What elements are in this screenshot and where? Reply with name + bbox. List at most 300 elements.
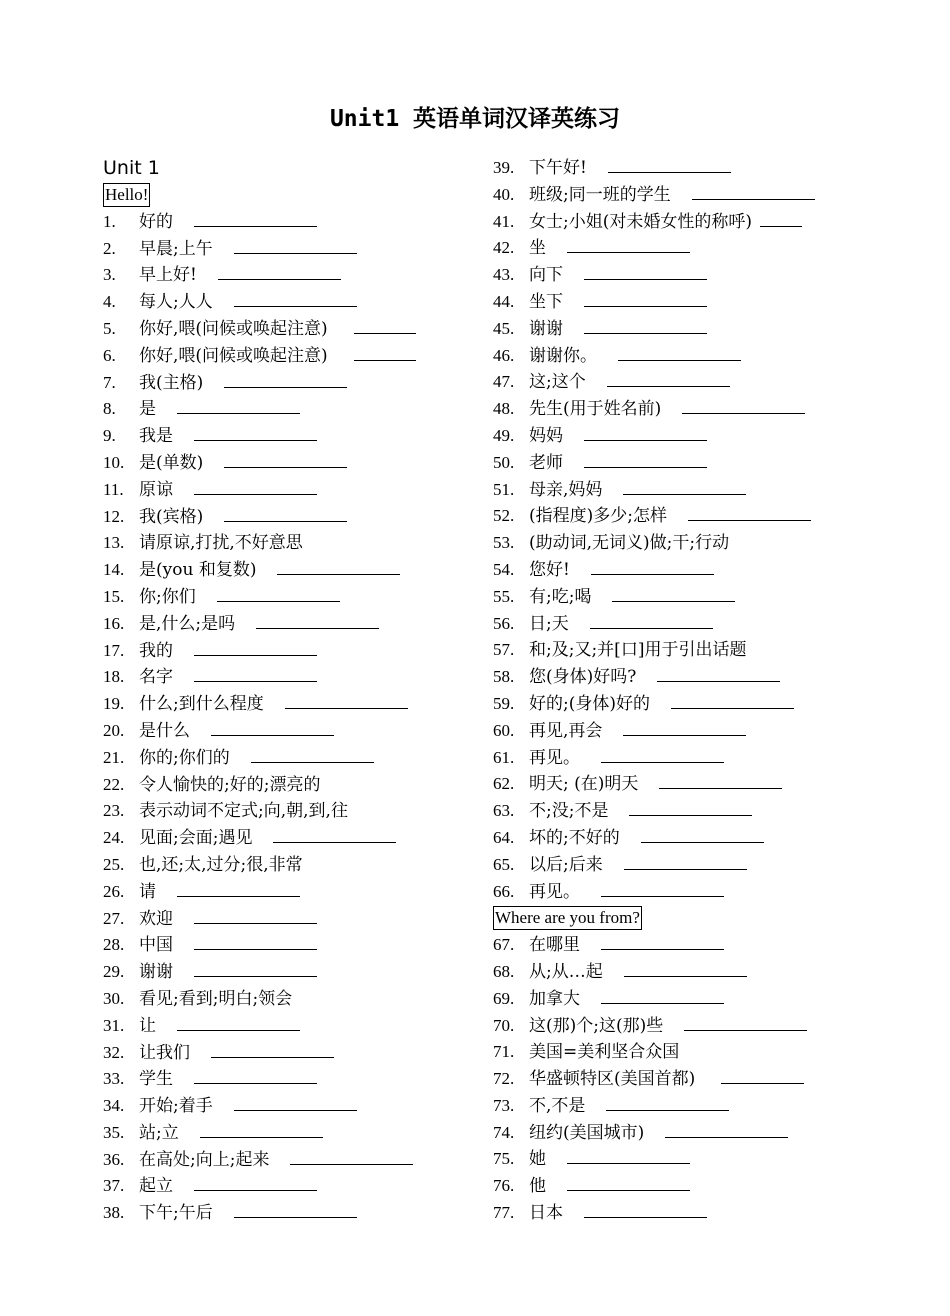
list-item bbox=[493, 209, 853, 236]
item-number: 46. bbox=[493, 345, 515, 365]
item-chinese-text: 什么;到什么程度 bbox=[139, 694, 264, 715]
list-item bbox=[493, 825, 853, 852]
list-item bbox=[103, 1093, 475, 1120]
list-item bbox=[493, 450, 853, 477]
item-chinese-text: 你好,喂(问候或唤起注意) bbox=[139, 345, 328, 366]
answer-blank[interactable] bbox=[354, 317, 416, 334]
item-chinese-text: 是(you 和复数) bbox=[139, 560, 257, 581]
answer-blank[interactable] bbox=[177, 880, 300, 897]
list-item bbox=[103, 611, 475, 638]
item-number: 40. bbox=[493, 184, 515, 204]
item-chinese-text: 坐 bbox=[529, 238, 546, 259]
list-item bbox=[493, 852, 853, 879]
answer-blank[interactable] bbox=[591, 558, 714, 575]
item-chinese-text: 是什么 bbox=[139, 720, 190, 741]
list-item bbox=[493, 316, 853, 343]
item-number: 31. bbox=[103, 1015, 125, 1035]
item-chinese-text: 我(宾格) bbox=[139, 506, 204, 527]
list-item bbox=[103, 852, 475, 879]
list-item bbox=[103, 906, 475, 933]
item-number: 22. bbox=[103, 774, 125, 794]
section-row bbox=[103, 182, 475, 209]
item-number: 72. bbox=[493, 1069, 515, 1089]
answer-blank[interactable] bbox=[211, 719, 334, 736]
item-number: 26. bbox=[103, 881, 125, 901]
answer-blank[interactable] bbox=[721, 1067, 804, 1084]
list-item bbox=[103, 932, 475, 959]
answer-blank[interactable] bbox=[290, 1148, 413, 1165]
answer-blank[interactable] bbox=[584, 290, 707, 307]
answer-blank[interactable] bbox=[194, 424, 317, 441]
list-item bbox=[103, 664, 475, 691]
item-number: 16. bbox=[103, 613, 125, 633]
answer-blank[interactable] bbox=[629, 799, 752, 816]
answer-blank[interactable] bbox=[251, 746, 374, 763]
list-item bbox=[103, 825, 475, 852]
answer-blank[interactable] bbox=[671, 692, 794, 709]
list-item bbox=[493, 530, 853, 557]
answer-blank[interactable] bbox=[194, 907, 317, 924]
answer-blank[interactable] bbox=[760, 210, 802, 227]
list-item bbox=[103, 370, 475, 397]
item-chinese-text: 是(单数) bbox=[139, 452, 204, 473]
answer-blank[interactable] bbox=[273, 826, 396, 843]
item-number: 69. bbox=[493, 988, 515, 1008]
item-chinese-text: 站;立 bbox=[139, 1122, 179, 1143]
item-number: 27. bbox=[103, 908, 125, 928]
answer-blank[interactable] bbox=[285, 692, 408, 709]
answer-blank[interactable] bbox=[688, 504, 811, 521]
list-item bbox=[493, 1013, 853, 1040]
item-number: 24. bbox=[103, 828, 125, 848]
answer-blank[interactable] bbox=[194, 1067, 317, 1084]
item-number: 47. bbox=[493, 372, 515, 392]
answer-blank[interactable] bbox=[624, 960, 747, 977]
item-chinese-text: 中国 bbox=[139, 935, 173, 956]
item-chinese-text: 在高处;向上;起来 bbox=[139, 1149, 270, 1170]
list-item bbox=[103, 236, 475, 263]
list-item bbox=[493, 718, 853, 745]
item-number: 25. bbox=[103, 854, 125, 874]
item-chinese-text: 先生(用于姓名前) bbox=[529, 399, 662, 420]
list-item bbox=[103, 343, 475, 370]
list-item bbox=[493, 611, 853, 638]
item-number: 38. bbox=[103, 1203, 125, 1223]
item-number: 30. bbox=[103, 988, 125, 1008]
item-number: 7. bbox=[103, 372, 116, 392]
answer-blank[interactable] bbox=[224, 451, 347, 468]
answer-blank[interactable] bbox=[354, 344, 416, 361]
section-row bbox=[493, 905, 853, 932]
item-number: 75. bbox=[493, 1149, 515, 1169]
item-number: 12. bbox=[103, 506, 125, 526]
item-number: 50. bbox=[493, 452, 515, 472]
item-chinese-text: 以后;后来 bbox=[529, 854, 603, 875]
list-item bbox=[103, 798, 475, 825]
item-chinese-text: 老师 bbox=[529, 452, 563, 473]
list-item bbox=[493, 262, 853, 289]
answer-blank[interactable] bbox=[606, 1094, 729, 1111]
item-chinese-text: 你;你们 bbox=[139, 586, 196, 607]
answer-blank[interactable] bbox=[584, 424, 707, 441]
item-number: 60. bbox=[493, 720, 515, 740]
list-item bbox=[103, 423, 475, 450]
item-number: 65. bbox=[493, 854, 515, 874]
item-chinese-text: 欢迎 bbox=[139, 908, 173, 929]
answer-blank[interactable] bbox=[692, 183, 815, 200]
item-number: 57. bbox=[493, 640, 515, 660]
right-column bbox=[493, 155, 853, 1227]
answer-blank[interactable] bbox=[623, 478, 746, 495]
list-item bbox=[103, 262, 475, 289]
list-item bbox=[493, 503, 853, 530]
item-chinese-text: 我是 bbox=[139, 426, 173, 447]
answer-blank[interactable] bbox=[177, 1014, 300, 1031]
item-chinese-text: 谢谢 bbox=[529, 318, 563, 339]
item-chinese-text: 您好! bbox=[529, 559, 570, 580]
list-item bbox=[103, 396, 475, 423]
item-number: 74. bbox=[493, 1122, 515, 1142]
list-item bbox=[103, 638, 475, 665]
item-chinese-text: 明天; (在)明天 bbox=[529, 774, 639, 795]
item-number: 11. bbox=[103, 479, 124, 499]
list-item bbox=[493, 959, 853, 986]
item-number: 36. bbox=[103, 1149, 125, 1169]
list-item bbox=[103, 772, 475, 799]
item-number: 4. bbox=[103, 292, 116, 312]
list-item bbox=[493, 235, 853, 262]
list-item bbox=[103, 289, 475, 316]
answer-blank[interactable] bbox=[194, 665, 317, 682]
item-chinese-text: 令人愉快的;好的;漂亮的 bbox=[139, 774, 321, 795]
item-chinese-text: 请原谅,打扰,不好意思 bbox=[139, 533, 303, 554]
item-chinese-text: 谢谢 bbox=[139, 962, 173, 983]
item-number: 77. bbox=[493, 1203, 515, 1223]
item-chinese-text: 日;天 bbox=[529, 613, 569, 634]
list-item bbox=[493, 771, 853, 798]
list-item bbox=[493, 745, 853, 772]
item-number: 18. bbox=[103, 667, 125, 687]
item-number: 13. bbox=[103, 533, 125, 553]
list-item bbox=[103, 1066, 475, 1093]
list-item bbox=[493, 691, 853, 718]
list-item bbox=[493, 664, 853, 691]
answer-blank[interactable] bbox=[623, 719, 746, 736]
item-chinese-text: 请 bbox=[139, 881, 156, 902]
answer-blank[interactable] bbox=[624, 853, 747, 870]
unit-heading: Unit 1 bbox=[103, 157, 160, 179]
item-chinese-text: 在哪里 bbox=[529, 935, 580, 956]
item-number: 37. bbox=[103, 1176, 125, 1196]
answer-blank[interactable] bbox=[234, 237, 357, 254]
answer-blank[interactable] bbox=[256, 612, 379, 629]
item-number: 17. bbox=[103, 640, 125, 660]
answer-blank[interactable] bbox=[177, 397, 300, 414]
list-item bbox=[493, 986, 853, 1013]
item-number: 19. bbox=[103, 694, 125, 714]
item-chinese-text: 名字 bbox=[139, 667, 173, 688]
item-number: 35. bbox=[103, 1122, 125, 1142]
answer-blank[interactable] bbox=[224, 505, 347, 522]
item-chinese-text: 您(身体)好吗? bbox=[529, 667, 637, 688]
list-item bbox=[493, 1200, 853, 1227]
item-chinese-text: 让我们 bbox=[139, 1042, 190, 1063]
item-chinese-text: 向下 bbox=[529, 265, 563, 286]
answer-blank[interactable] bbox=[194, 960, 317, 977]
list-item bbox=[103, 316, 475, 343]
item-number: 59. bbox=[493, 693, 515, 713]
item-number: 8. bbox=[103, 399, 116, 419]
item-chinese-text: 和;及;又;并[口]用于引出话题 bbox=[529, 640, 747, 661]
item-number: 43. bbox=[493, 265, 515, 285]
item-number: 61. bbox=[493, 747, 515, 767]
list-item bbox=[493, 369, 853, 396]
answer-blank[interactable] bbox=[601, 987, 724, 1004]
answer-blank[interactable] bbox=[200, 1121, 323, 1138]
list-item bbox=[493, 932, 853, 959]
answer-blank[interactable] bbox=[584, 317, 707, 334]
list-item bbox=[493, 1093, 853, 1120]
answer-blank[interactable] bbox=[194, 478, 317, 495]
item-chinese-text: 早上好! bbox=[139, 265, 197, 286]
answer-blank[interactable] bbox=[567, 1147, 690, 1164]
item-chinese-text: 坏的;不好的 bbox=[529, 827, 620, 848]
list-item bbox=[103, 879, 475, 906]
item-number: 71. bbox=[493, 1042, 515, 1062]
answer-blank[interactable] bbox=[665, 1121, 788, 1138]
list-item bbox=[493, 289, 853, 316]
item-chinese-text: 班级;同一班的学生 bbox=[529, 184, 671, 205]
answer-blank[interactable] bbox=[194, 639, 317, 656]
answer-blank[interactable] bbox=[659, 772, 782, 789]
answer-blank[interactable] bbox=[601, 746, 724, 763]
list-item bbox=[493, 423, 853, 450]
item-number: 41. bbox=[493, 211, 515, 231]
item-number: 73. bbox=[493, 1095, 515, 1115]
answer-blank[interactable] bbox=[584, 263, 707, 280]
list-item bbox=[103, 584, 475, 611]
list-item bbox=[493, 798, 853, 825]
answer-blank[interactable] bbox=[234, 290, 357, 307]
item-number: 63. bbox=[493, 801, 515, 821]
list-item bbox=[103, 1200, 475, 1227]
item-chinese-text: 她 bbox=[529, 1149, 546, 1170]
item-chinese-text: 是,什么;是吗 bbox=[139, 613, 236, 634]
item-chinese-text: 是 bbox=[139, 399, 156, 420]
item-number: 76. bbox=[493, 1176, 515, 1196]
answer-blank[interactable] bbox=[641, 826, 764, 843]
page-title: Unit1 英语单词汉译英练习 bbox=[329, 106, 621, 132]
list-item bbox=[493, 1039, 853, 1066]
item-number: 52. bbox=[493, 506, 515, 526]
list-item bbox=[493, 396, 853, 423]
item-number: 62. bbox=[493, 774, 515, 794]
answer-blank[interactable] bbox=[217, 585, 340, 602]
answer-blank[interactable] bbox=[234, 1201, 357, 1218]
item-number: 39. bbox=[493, 158, 515, 177]
list-item bbox=[493, 1120, 853, 1147]
item-chinese-text: 不,不是 bbox=[529, 1095, 586, 1116]
item-number: 5. bbox=[103, 318, 116, 338]
list-item bbox=[103, 1173, 475, 1200]
answer-blank[interactable] bbox=[224, 371, 347, 388]
item-number: 9. bbox=[103, 426, 116, 446]
answer-blank[interactable] bbox=[607, 370, 730, 387]
answer-blank[interactable] bbox=[612, 585, 735, 602]
item-number: 49. bbox=[493, 425, 515, 445]
item-number: 67. bbox=[493, 935, 515, 955]
item-number: 70. bbox=[493, 1015, 515, 1035]
item-chinese-text: 华盛顿特区(美国首都) bbox=[529, 1069, 696, 1090]
answer-blank[interactable] bbox=[584, 1201, 707, 1218]
item-chinese-text: 有;吃;喝 bbox=[529, 586, 592, 607]
answer-blank[interactable] bbox=[601, 880, 724, 897]
answer-blank[interactable] bbox=[567, 1174, 690, 1191]
item-number: 3. bbox=[103, 265, 116, 285]
list-item bbox=[103, 504, 475, 531]
item-chinese-text: 起立 bbox=[139, 1176, 173, 1197]
item-chinese-text: 学生 bbox=[139, 1069, 173, 1090]
item-chinese-text: 看见;看到;明白;领会 bbox=[139, 988, 293, 1009]
list-item bbox=[103, 959, 475, 986]
item-number: 54. bbox=[493, 559, 515, 579]
list-item bbox=[103, 718, 475, 745]
item-chinese-text: 他 bbox=[529, 1176, 546, 1197]
item-chinese-text: 纽约(美国城市) bbox=[529, 1122, 645, 1143]
list-item bbox=[103, 1147, 475, 1174]
list-item bbox=[493, 182, 853, 209]
item-number: 28. bbox=[103, 935, 125, 955]
item-number: 34. bbox=[103, 1096, 125, 1116]
item-chinese-text: (助动词,无词义)做;干;行动 bbox=[529, 533, 730, 554]
item-chinese-text: (指程度)多少;怎样 bbox=[529, 506, 667, 527]
item-chinese-text: 我的 bbox=[139, 640, 173, 661]
list-item bbox=[493, 343, 853, 370]
item-chinese-text: 你的;你们的 bbox=[139, 747, 230, 768]
item-chinese-text: 坐下 bbox=[529, 291, 563, 312]
item-number: 45. bbox=[493, 318, 515, 338]
list-item bbox=[103, 450, 475, 477]
item-chinese-text: 谢谢你。 bbox=[529, 345, 597, 366]
item-chinese-text: 下午;午后 bbox=[139, 1203, 213, 1224]
item-chinese-text: 这(那)个;这(那)些 bbox=[529, 1015, 664, 1036]
item-number: 53. bbox=[493, 533, 515, 553]
answer-blank[interactable] bbox=[234, 1094, 357, 1111]
item-number: 66. bbox=[493, 881, 515, 901]
item-number: 42. bbox=[493, 238, 515, 258]
item-chinese-text: 妈妈 bbox=[529, 425, 563, 446]
item-chinese-text: 好的 bbox=[139, 211, 173, 232]
item-chinese-text: 每人;人人 bbox=[139, 292, 213, 313]
left-column bbox=[103, 155, 475, 1227]
item-chinese-text: 加拿大 bbox=[529, 988, 580, 1009]
vocab-list-right-top bbox=[493, 155, 853, 905]
answer-blank[interactable] bbox=[590, 612, 713, 629]
list-item bbox=[493, 584, 853, 611]
answer-blank[interactable] bbox=[682, 397, 805, 414]
answer-blank[interactable] bbox=[194, 933, 317, 950]
item-number: 32. bbox=[103, 1042, 125, 1062]
item-number: 10. bbox=[103, 452, 125, 472]
item-number: 15. bbox=[103, 586, 125, 606]
list-item bbox=[493, 557, 853, 584]
answer-blank[interactable] bbox=[277, 558, 400, 575]
item-chinese-text: 见面;会面;遇见 bbox=[139, 828, 253, 849]
answer-blank[interactable] bbox=[601, 933, 724, 950]
item-chinese-text: 这;这个 bbox=[529, 372, 586, 393]
list-item bbox=[103, 745, 475, 772]
item-number: 51. bbox=[493, 479, 515, 499]
answer-blank[interactable] bbox=[567, 236, 690, 253]
list-item bbox=[493, 1066, 853, 1093]
answer-blank[interactable] bbox=[684, 1014, 807, 1031]
list-item bbox=[103, 1040, 475, 1067]
item-chinese-text: 让 bbox=[139, 1015, 156, 1036]
list-item bbox=[103, 477, 475, 504]
item-number: 20. bbox=[103, 720, 125, 740]
section-heading-where-are-you-from: Where are you from? bbox=[493, 906, 642, 930]
item-number: 14. bbox=[103, 560, 125, 580]
answer-blank[interactable] bbox=[218, 263, 341, 280]
list-item bbox=[103, 1013, 475, 1040]
item-chinese-text: 原谅 bbox=[139, 479, 173, 500]
item-chinese-text: 从;从…起 bbox=[529, 961, 603, 982]
item-chinese-text: 开始;着手 bbox=[139, 1096, 213, 1117]
item-chinese-text: 早晨;上午 bbox=[139, 238, 213, 259]
item-number: 33. bbox=[103, 1069, 125, 1089]
answer-blank[interactable] bbox=[657, 665, 780, 682]
item-chinese-text: 美国=美利坚合众国 bbox=[529, 1042, 680, 1063]
item-chinese-text: 不;没;不是 bbox=[529, 801, 609, 822]
item-chinese-text: 再见。 bbox=[529, 881, 580, 902]
list-item bbox=[493, 637, 853, 664]
item-chinese-text: 女士;小姐(对未婚女性的称呼) bbox=[529, 211, 752, 232]
item-number: 55. bbox=[493, 586, 515, 606]
answer-blank[interactable] bbox=[211, 1041, 334, 1058]
answer-blank[interactable] bbox=[584, 451, 707, 468]
item-number: 6. bbox=[103, 345, 116, 365]
item-number: 64. bbox=[493, 827, 515, 847]
item-chinese-text: 好的;(身体)好的 bbox=[529, 693, 650, 714]
answer-blank[interactable] bbox=[194, 1174, 317, 1191]
item-chinese-text: 表示动词不定式;向,朝,到,往 bbox=[139, 801, 348, 822]
list-item bbox=[103, 209, 475, 236]
list-item bbox=[493, 1146, 853, 1173]
item-chinese-text: 再见,再会 bbox=[529, 720, 603, 741]
list-item bbox=[103, 530, 475, 557]
section-heading-hello: Hello! bbox=[103, 183, 150, 207]
item-chinese-text: 日本 bbox=[529, 1203, 563, 1224]
item-chinese-text: 下午好! bbox=[529, 158, 587, 178]
list-item bbox=[493, 155, 853, 182]
answer-blank[interactable] bbox=[194, 210, 317, 227]
list-item bbox=[493, 879, 853, 906]
list-item bbox=[103, 691, 475, 718]
item-number: 29. bbox=[103, 962, 125, 982]
list-item bbox=[493, 477, 853, 504]
answer-blank[interactable] bbox=[618, 344, 741, 361]
item-number: 48. bbox=[493, 399, 515, 419]
item-number: 44. bbox=[493, 291, 515, 311]
vocab-list-left bbox=[103, 209, 475, 1227]
item-chinese-text: 你好,喂(问候或唤起注意) bbox=[139, 318, 328, 339]
item-number: 56. bbox=[493, 613, 515, 633]
item-number: 21. bbox=[103, 747, 125, 767]
answer-blank[interactable] bbox=[608, 156, 731, 173]
item-chinese-text: 母亲,妈妈 bbox=[529, 479, 603, 500]
item-number: 2. bbox=[103, 238, 116, 258]
list-item bbox=[493, 1173, 853, 1200]
